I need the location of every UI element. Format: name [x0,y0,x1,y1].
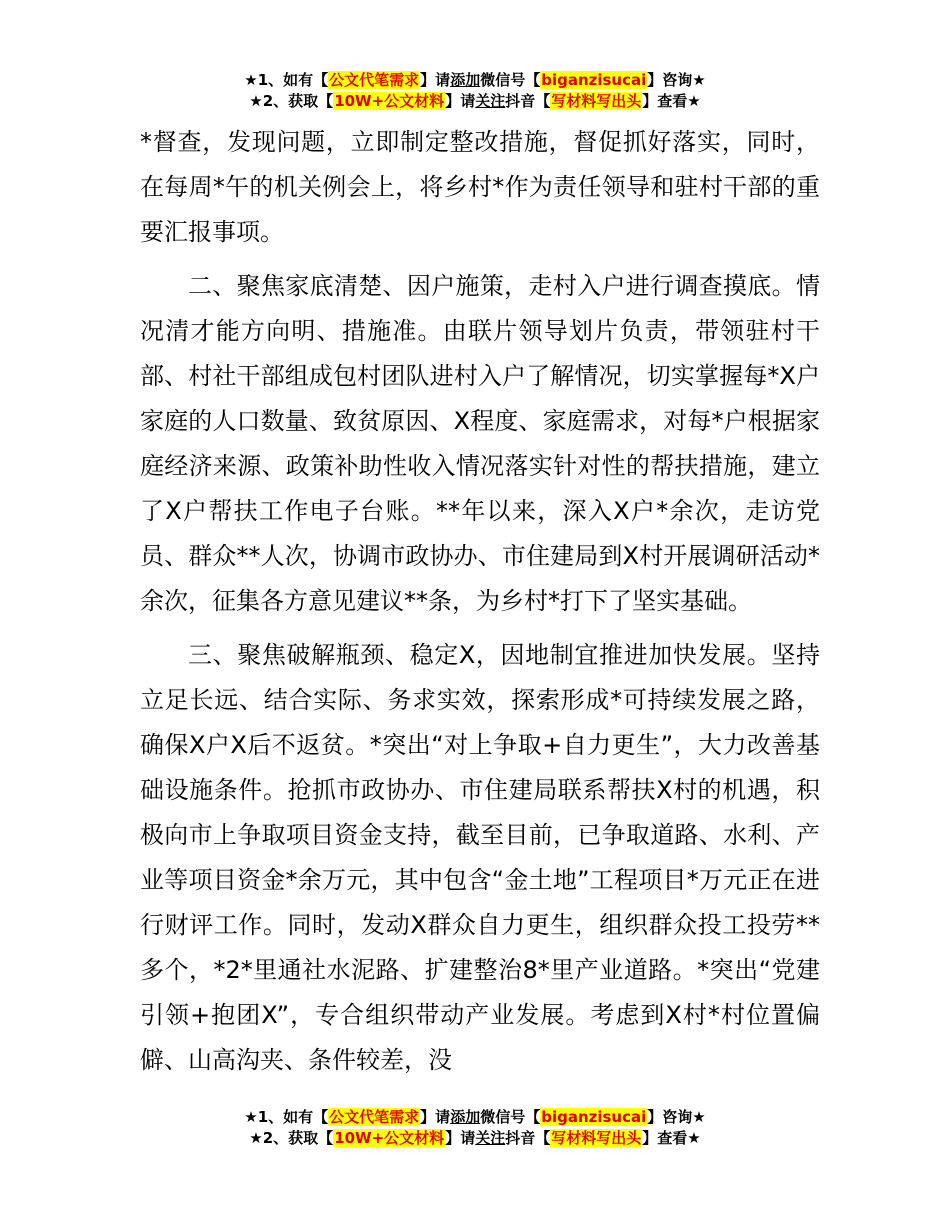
banner-text: 】咨询★ [647,71,706,89]
banner-text: ★1、如有【 [244,71,329,89]
underlined-text: 添加 [450,71,481,89]
highlight-douyin: 写材料写出头 [551,1129,642,1147]
banner-line-2 [0,1128,950,1149]
banner-text: 微信号【 [480,71,541,89]
highlight-service: 公文代笔需求 [329,1108,420,1126]
highlight-wechat-id: biganzisucai [541,71,647,89]
banner-line-1 [0,70,950,91]
banner-text: 】请 [445,92,476,110]
highlight-wechat-id: biganzisucai [541,1108,647,1126]
header-banner [0,70,950,112]
banner-text: 】咨询★ [647,1108,706,1126]
banner-text: 】请 [420,71,451,89]
banner-line-1 [0,1107,950,1128]
footer-banner [0,1107,950,1149]
paragraph-3: 三、聚焦破解瓶颈、稳定X，因地制宜推进加快发展。坚持立足长远、结合实际、务求实效，探索形成*可持续发展之路，确保X户X后不返贫。*突出“对上争取+自力更生”，大力改善基础设施条件。抢抓市政协办、市住建局联系帮扶X村的机遇，积极向市上争取项目资金支持，截至目前，已争取道路、水利、产业等项目资金*余万元，其中包含“金土地”工程项目*万元正在进行财评工作。同时，发动X群众自力更生，组织群众投工投劳**多个，*2*里通社水泥路、扩建整治8*里产业道路。*突出“党建引领+抱团X”，专合组织带动产业发展。考虑到X村*村位置偏僻、山高沟夹、条件较差，没 [140,641,820,1074]
highlight-service: 公文代笔需求 [329,71,420,89]
banner-text: 】查看★ [642,1129,701,1147]
underlined-text: 添加 [450,1108,481,1126]
banner-text: 】请 [445,1129,476,1147]
banner-text: ★1、如有【 [244,1108,329,1126]
paragraph-2: 二、聚焦家底清楚、因户施策，走村入户进行调查摸底。情况清才能方向明、措施准。由联片领导划片负责，带领驻村干部、村社干部组成包村团队进村入户了解情况，切实掌握每*X户家庭的人口数量、致贫原因、X程度、家庭需求，对每*户根据家庭经济来源、政策补助性收入情况落实针对性的帮扶措施，建立了X户帮扶工作电子台账。**年以来，深入X户*余次，走访党员、群众**人次，协调市政协办、市住建局到X村开展调研活动*余次，征集各方意见建议**条，为乡村*打下了坚实基础。 [140,272,820,615]
banner-text: ★2、获取【 [249,1129,334,1147]
banner-text: 抖音【 [505,92,551,110]
highlight-materials: 10W+公文材料 [334,92,445,110]
banner-text: 微信号【 [480,1108,541,1126]
highlight-douyin: 写材料写出头 [551,92,642,110]
banner-text: 】查看★ [642,92,701,110]
banner-line-2 [0,91,950,112]
highlight-materials: 10W+公文材料 [334,1129,445,1147]
banner-text: 抖音【 [505,1129,551,1147]
document-body [140,120,820,1083]
banner-text: ★2、获取【 [249,92,334,110]
paragraph-1: *督查，发现问题，立即制定整改措施，督促抓好落实，同时，在每周*午的机关例会上，将乡村*作为责任领导和驻村干部的重要汇报事项。 [140,128,820,246]
underlined-text: 关注 [475,92,506,110]
banner-text: 】请 [420,1108,451,1126]
underlined-text: 关注 [475,1129,506,1147]
